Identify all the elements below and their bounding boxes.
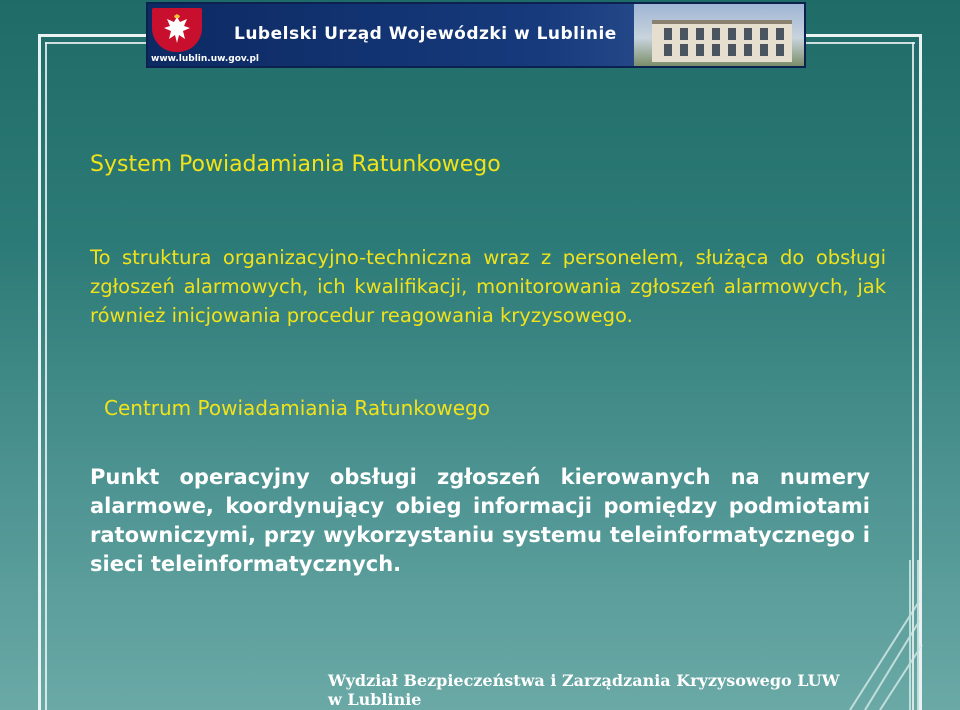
office-building-photo [634, 4, 804, 66]
paragraph-centrum-definition: Punkt operacyjny obsługi zgłoszeń kierowanych na numery alarmowe, koordynujący obieg informacji pomiędzy podmiotami ratowniczymi, przy wykorzystaniu systemu teleinformatycznego i sieci teleinformatycznych. [90, 465, 870, 576]
heading-system-powiadamiania: System Powiadamiania Ratunkowego [90, 152, 501, 177]
heading-centrum-powiadamiania: Centrum Powiadamiania Ratunkowego [104, 396, 490, 420]
frame-left-inner [45, 42, 47, 710]
polish-eagle-emblem-icon [152, 8, 202, 52]
banner-title: Lubelski Urząd Wojewódzki w Lublinie [234, 24, 617, 44]
frame-left-outer [38, 34, 41, 710]
footer-department [328, 671, 840, 709]
footer-line-2: w Lublinie [328, 690, 422, 709]
paragraph-system-definition: To struktura organizacyjno-techniczna wraz z personelem, służąca do obsługi zgłoszeń alarmowych, ich kwalifikacji, monitorowania zgłoszeń alarmowych, jak również inicjowania procedur reagowania kryzysowego. [90, 246, 886, 327]
header-banner [148, 4, 804, 66]
footer-line-1: Wydział Bezpieczeństwa i Zarządzania Kryzysowego LUW [328, 671, 840, 690]
banner-url[interactable]: www.lublin.uw.gov.pl [151, 54, 259, 64]
